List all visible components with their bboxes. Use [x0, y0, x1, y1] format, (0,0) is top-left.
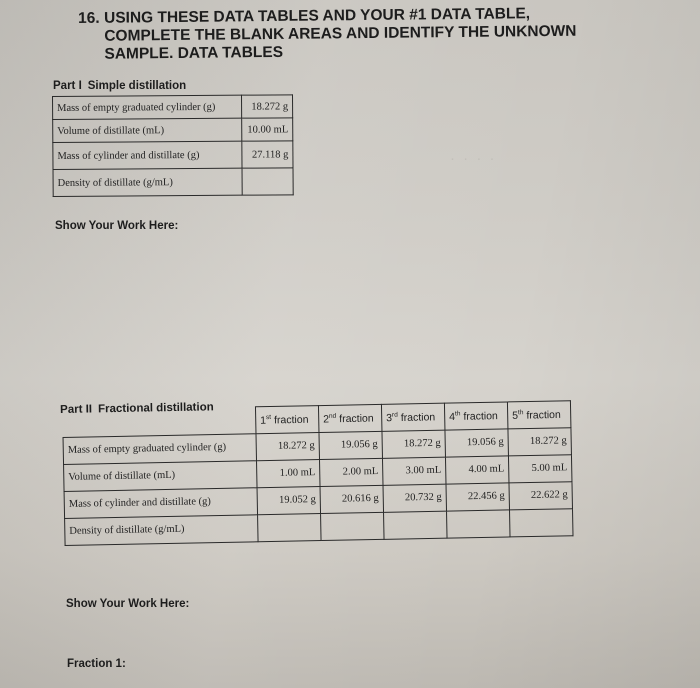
part2-show-work: Show Your Work Here: — [66, 598, 190, 610]
question-line-1: USING THESE DATA TABLES AND YOUR #1 DATA TABLE, — [103, 5, 531, 27]
part2-title-text: Fractional distillation — [97, 401, 214, 416]
cell-value: 4.00 mL — [445, 455, 509, 483]
part1-title — [53, 80, 186, 92]
table-row — [53, 95, 293, 120]
question-heading — [78, 4, 639, 64]
cell-value: 18.272 g — [241, 95, 292, 118]
question-line-2: COMPLETE THE BLANK AREAS AND IDENTIFY THE UNKNOWN — [104, 22, 577, 45]
fraction-1-label: Fraction 1: — [67, 658, 126, 670]
header-fraction-5: 5th fraction — [507, 401, 570, 429]
table-row — [53, 141, 293, 170]
blank-density-cell — [447, 509, 511, 537]
table-row — [53, 168, 293, 197]
cell-value: 18.272 g — [256, 432, 320, 460]
question-number: 16. — [78, 9, 100, 27]
cell-value: 2.00 mL — [319, 458, 383, 486]
part1-show-work: Show Your Work Here: — [55, 220, 179, 232]
cell-value: 3.00 mL — [382, 457, 446, 485]
cell-value: 18.272 g — [508, 427, 572, 455]
cell-value: 20.616 g — [320, 485, 384, 513]
row-label: Mass of cylinder and distillate (g) — [53, 141, 242, 169]
part2-roman: Part II — [60, 403, 93, 416]
row-label: Mass of empty graduated cylinder (g) — [53, 95, 242, 119]
header-fraction-1: 1st fraction — [255, 406, 318, 434]
blank-density-cell — [321, 512, 385, 540]
cell-value: 19.056 g — [319, 431, 383, 459]
question-line-3: SAMPLE. DATA TABLES — [104, 43, 284, 63]
cell-value: 5.00 mL — [508, 454, 572, 482]
header-blank-cell — [63, 407, 256, 437]
row-label: Mass of empty graduated cylinder (g) — [63, 433, 256, 464]
cell-value: 22.456 g — [446, 482, 510, 510]
part1-title-text: Simple distillation — [87, 80, 187, 92]
row-label: Density of distillate (g/mL) — [65, 514, 258, 545]
cell-value: 10.00 mL — [242, 118, 293, 141]
cell-value: 18.272 g — [382, 430, 446, 458]
blank-density-cell — [509, 508, 573, 536]
cell-value: 22.622 g — [509, 481, 573, 509]
header-fraction-3: 3rd fraction — [381, 403, 444, 431]
row-label: Density of distillate (g/mL) — [53, 168, 242, 196]
cell-value: 19.052 g — [257, 486, 321, 514]
row-label: Mass of cylinder and distillate (g) — [64, 487, 257, 518]
cell-value: 27.118 g — [242, 141, 293, 168]
simple-distillation-table — [52, 94, 294, 197]
blank-density-cell — [242, 168, 293, 195]
row-label: Volume of distillate (mL) — [53, 118, 242, 142]
table-row — [53, 118, 293, 143]
bleed-through-text: · · · · — [450, 150, 497, 167]
part1-roman: Part I — [53, 80, 82, 92]
cell-value: 20.732 g — [383, 484, 447, 512]
header-fraction-4: 4th fraction — [444, 402, 507, 430]
blank-density-cell — [384, 511, 448, 539]
fractional-distillation-table — [62, 400, 574, 545]
cell-value: 1.00 mL — [257, 459, 321, 487]
row-label: Volume of distillate (mL) — [64, 460, 257, 491]
blank-density-cell — [258, 513, 322, 541]
cell-value: 19.056 g — [445, 428, 509, 456]
header-fraction-2: 2nd fraction — [318, 404, 381, 432]
